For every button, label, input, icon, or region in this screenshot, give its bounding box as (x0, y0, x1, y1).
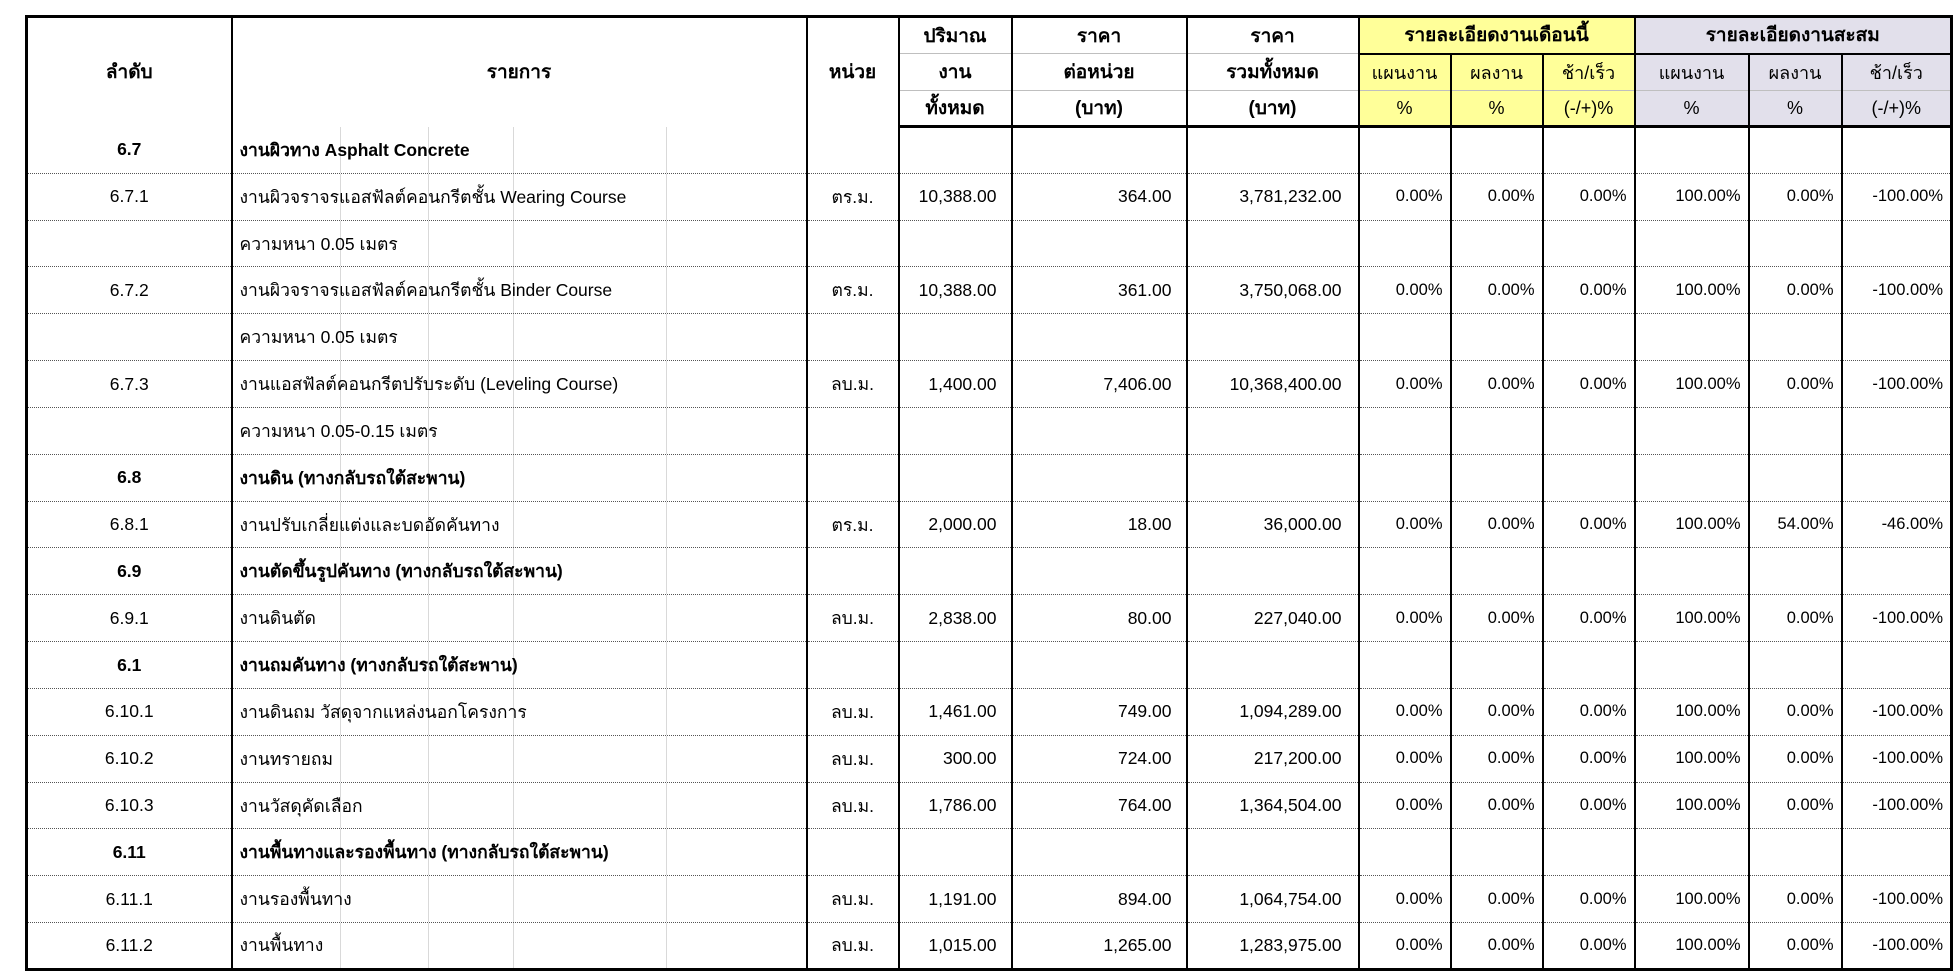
cell-m-actual: 0.00% (1451, 923, 1543, 970)
table-row (27, 876, 1952, 923)
cell-m-plan (1359, 127, 1451, 174)
cell-qty: 2,000.00 (899, 501, 1012, 548)
header-month-diff: ช้า/เร็ว (1543, 54, 1635, 91)
cell-unit (807, 548, 899, 595)
cell-c-actual (1749, 314, 1842, 361)
cell-item: งานผิวจราจรแอสฟัลต์คอนกรีตชั้น Binder Course (232, 267, 807, 314)
header-month-diff-pct: (-/+)% (1543, 91, 1635, 127)
cell-m-actual: 0.00% (1451, 688, 1543, 735)
cell-c-diff (1842, 548, 1952, 595)
cell-unit: ลบ.ม. (807, 688, 899, 735)
header-month-actual-pct: % (1451, 91, 1543, 127)
cell-item: ความหนา 0.05-0.15 เมตร (232, 407, 807, 454)
cell-c-actual: 0.00% (1749, 923, 1842, 970)
cell-no: 6.7.1 (27, 173, 232, 220)
cell-total: 1,094,289.00 (1187, 688, 1359, 735)
cell-m-plan (1359, 454, 1451, 501)
cell-c-diff: -100.00% (1842, 267, 1952, 314)
cell-total: 227,040.00 (1187, 595, 1359, 642)
table-row (27, 501, 1952, 548)
cell-no (27, 407, 232, 454)
cell-qty (899, 220, 1012, 267)
cell-item: งานทรายถม (232, 735, 807, 782)
cell-qty (899, 454, 1012, 501)
cell-m-plan (1359, 829, 1451, 876)
cell-no: 6.11 (27, 829, 232, 876)
table-row (27, 782, 1952, 829)
cell-total: 1,064,754.00 (1187, 876, 1359, 923)
cell-qty: 1,786.00 (899, 782, 1012, 829)
cell-qty: 1,461.00 (899, 688, 1012, 735)
cell-qty (899, 829, 1012, 876)
cell-m-actual (1451, 127, 1543, 174)
cell-c-actual: 0.00% (1749, 876, 1842, 923)
header-totalprice-line2: รวมทั้งหมด (1187, 54, 1359, 91)
cell-item: งานปรับเกลี่ยแต่งและบดอัดคันทาง (232, 501, 807, 548)
cell-unit-price: 764.00 (1012, 782, 1187, 829)
cell-c-diff: -100.00% (1842, 876, 1952, 923)
header-month-plan: แผนงาน (1359, 54, 1451, 91)
cell-total: 217,200.00 (1187, 735, 1359, 782)
section-row (27, 548, 1952, 595)
cell-m-diff (1543, 548, 1635, 595)
cell-unit-price (1012, 314, 1187, 361)
header-month-actual: ผลงาน (1451, 54, 1543, 91)
cell-m-actual: 0.00% (1451, 595, 1543, 642)
cell-item: งานแอสฟัลต์คอนกรีตปรับระดับ (Leveling Course) (232, 361, 807, 408)
cell-c-actual: 0.00% (1749, 688, 1842, 735)
cell-item: งานถมคันทาง (ทางกลับรถใต้สะพาน) (232, 642, 807, 689)
cell-unit-price (1012, 407, 1187, 454)
cell-unit (807, 454, 899, 501)
cell-c-diff: -100.00% (1842, 361, 1952, 408)
cell-m-plan (1359, 314, 1451, 361)
cell-c-diff (1842, 220, 1952, 267)
cell-m-diff (1543, 127, 1635, 174)
cell-m-diff (1543, 314, 1635, 361)
table-row (27, 361, 1952, 408)
cell-m-diff (1543, 220, 1635, 267)
cell-unit: ลบ.ม. (807, 595, 899, 642)
cell-c-diff: -46.00% (1842, 501, 1952, 548)
cell-m-plan: 0.00% (1359, 782, 1451, 829)
cell-unit: ตร.ม. (807, 267, 899, 314)
cell-no: 6.11.2 (27, 923, 232, 970)
cell-c-actual (1749, 454, 1842, 501)
cell-m-actual (1451, 548, 1543, 595)
cell-no: 6.7.3 (27, 361, 232, 408)
cell-c-actual (1749, 220, 1842, 267)
cell-unit-price: 364.00 (1012, 173, 1187, 220)
cell-c-plan: 100.00% (1635, 688, 1749, 735)
table-row (27, 314, 1952, 361)
cell-qty (899, 642, 1012, 689)
cell-c-actual: 0.00% (1749, 267, 1842, 314)
cell-c-actual: 0.00% (1749, 782, 1842, 829)
cell-unit (807, 407, 899, 454)
cell-m-plan: 0.00% (1359, 876, 1451, 923)
cell-unit: ลบ.ม. (807, 735, 899, 782)
cell-no: 6.7.2 (27, 267, 232, 314)
cell-c-plan (1635, 642, 1749, 689)
cell-m-diff (1543, 829, 1635, 876)
cell-unit: ลบ.ม. (807, 361, 899, 408)
cell-no: 6.10.3 (27, 782, 232, 829)
cell-m-plan (1359, 220, 1451, 267)
cell-c-actual (1749, 642, 1842, 689)
cell-no: 6.1 (27, 642, 232, 689)
cell-c-plan: 100.00% (1635, 501, 1749, 548)
cell-unit-price (1012, 127, 1187, 174)
cell-qty (899, 314, 1012, 361)
cell-total (1187, 548, 1359, 595)
cell-unit-price (1012, 454, 1187, 501)
header-qty-line2: งาน (899, 54, 1012, 91)
table-body (27, 127, 1952, 970)
cell-c-plan: 100.00% (1635, 595, 1749, 642)
cell-c-actual (1749, 548, 1842, 595)
cell-unit-price: 1,265.00 (1012, 923, 1187, 970)
cell-unit: ลบ.ม. (807, 782, 899, 829)
cell-total: 36,000.00 (1187, 501, 1359, 548)
cell-unit-price: 7,406.00 (1012, 361, 1187, 408)
cell-item: ความหนา 0.05 เมตร (232, 220, 807, 267)
cell-c-diff: -100.00% (1842, 595, 1952, 642)
header-cum-plan: แผนงาน (1635, 54, 1749, 91)
cell-qty (899, 407, 1012, 454)
header-cum-diff-pct: (-/+)% (1842, 91, 1952, 127)
cell-m-diff: 0.00% (1543, 782, 1635, 829)
cell-total (1187, 642, 1359, 689)
cell-c-plan: 100.00% (1635, 173, 1749, 220)
cell-unit: ลบ.ม. (807, 923, 899, 970)
header-qty-line3: ทั้งหมด (899, 91, 1012, 127)
cell-m-diff: 0.00% (1543, 361, 1635, 408)
cell-m-actual: 0.00% (1451, 876, 1543, 923)
cell-c-actual: 0.00% (1749, 361, 1842, 408)
cell-c-actual: 0.00% (1749, 735, 1842, 782)
cell-unit (807, 829, 899, 876)
header-cum-diff: ช้า/เร็ว (1842, 54, 1952, 91)
cell-m-actual (1451, 220, 1543, 267)
header-cum-actual: ผลงาน (1749, 54, 1842, 91)
table-row (27, 407, 1952, 454)
table-row (27, 220, 1952, 267)
cell-c-plan (1635, 220, 1749, 267)
cell-unit: ตร.ม. (807, 501, 899, 548)
cell-m-actual: 0.00% (1451, 173, 1543, 220)
cell-m-plan (1359, 548, 1451, 595)
cell-c-diff (1842, 454, 1952, 501)
cell-m-diff: 0.00% (1543, 501, 1635, 548)
header-totalprice-line1: ราคา (1187, 17, 1359, 54)
cell-item: งานดิน (ทางกลับรถใต้สะพาน) (232, 454, 807, 501)
cell-c-actual: 0.00% (1749, 595, 1842, 642)
cell-unit-price (1012, 220, 1187, 267)
cell-total (1187, 829, 1359, 876)
cell-c-plan: 100.00% (1635, 361, 1749, 408)
cell-item: งานดินถม วัสดุจากแหล่งนอกโครงการ (232, 688, 807, 735)
cell-c-actual: 54.00% (1749, 501, 1842, 548)
header-qty-line1: ปริมาณ (899, 17, 1012, 54)
cell-m-plan: 0.00% (1359, 923, 1451, 970)
cell-c-diff (1842, 127, 1952, 174)
header-group-month: รายละเอียดงานเดือนนี้ (1359, 17, 1635, 54)
cell-m-plan: 0.00% (1359, 688, 1451, 735)
cell-c-plan (1635, 407, 1749, 454)
cell-c-actual (1749, 407, 1842, 454)
cell-qty: 300.00 (899, 735, 1012, 782)
cell-total (1187, 220, 1359, 267)
cell-unit-price: 894.00 (1012, 876, 1187, 923)
cell-m-plan (1359, 642, 1451, 689)
cell-item: งานวัสดุคัดเลือก (232, 782, 807, 829)
section-row (27, 127, 1952, 174)
cell-c-plan (1635, 314, 1749, 361)
cell-m-actual (1451, 642, 1543, 689)
cell-m-actual: 0.00% (1451, 782, 1543, 829)
section-row (27, 642, 1952, 689)
cell-unit (807, 642, 899, 689)
cell-item: งานดินตัด (232, 595, 807, 642)
cell-c-plan: 100.00% (1635, 876, 1749, 923)
header-cum-actual-pct: % (1749, 91, 1842, 127)
cell-m-actual: 0.00% (1451, 267, 1543, 314)
cell-item: ความหนา 0.05 เมตร (232, 314, 807, 361)
cell-c-diff: -100.00% (1842, 735, 1952, 782)
cell-unit-price: 724.00 (1012, 735, 1187, 782)
cell-m-actual (1451, 454, 1543, 501)
cell-no: 6.8.1 (27, 501, 232, 548)
cell-unit-price: 361.00 (1012, 267, 1187, 314)
table-row (27, 173, 1952, 220)
cell-no: 6.9.1 (27, 595, 232, 642)
table-row (27, 595, 1952, 642)
cell-unit-price (1012, 548, 1187, 595)
cell-c-diff: -100.00% (1842, 923, 1952, 970)
cell-m-actual: 0.00% (1451, 501, 1543, 548)
cell-unit (807, 220, 899, 267)
cell-qty (899, 127, 1012, 174)
cell-qty: 10,388.00 (899, 267, 1012, 314)
cell-m-diff: 0.00% (1543, 688, 1635, 735)
cell-m-actual (1451, 829, 1543, 876)
cell-no: 6.10.1 (27, 688, 232, 735)
cell-c-diff: -100.00% (1842, 688, 1952, 735)
cell-m-plan: 0.00% (1359, 735, 1451, 782)
cell-no: 6.10.2 (27, 735, 232, 782)
cell-m-plan: 0.00% (1359, 501, 1451, 548)
cell-m-plan: 0.00% (1359, 361, 1451, 408)
cell-unit (807, 127, 899, 174)
section-row (27, 829, 1952, 876)
cell-m-diff: 0.00% (1543, 876, 1635, 923)
cell-c-plan: 100.00% (1635, 782, 1749, 829)
header-unitprice-line2: ต่อหน่วย (1012, 54, 1187, 91)
section-row (27, 454, 1952, 501)
cell-c-diff (1842, 407, 1952, 454)
cell-no: 6.9 (27, 548, 232, 595)
header-totalprice-line3: (บาท) (1187, 91, 1359, 127)
cell-total (1187, 314, 1359, 361)
cell-total (1187, 454, 1359, 501)
cell-unit: ลบ.ม. (807, 876, 899, 923)
cell-qty: 1,015.00 (899, 923, 1012, 970)
cell-item: งานรองพื้นทาง (232, 876, 807, 923)
cell-m-diff: 0.00% (1543, 595, 1635, 642)
cell-item: งานผิวจราจรแอสฟัลต์คอนกรีตชั้น Wearing Course (232, 173, 807, 220)
cell-m-plan: 0.00% (1359, 173, 1451, 220)
cell-m-diff (1543, 454, 1635, 501)
cell-total: 1,364,504.00 (1187, 782, 1359, 829)
cell-m-diff: 0.00% (1543, 735, 1635, 782)
cell-m-plan: 0.00% (1359, 595, 1451, 642)
cell-c-diff: -100.00% (1842, 782, 1952, 829)
cell-item: งานผิวทาง Asphalt Concrete (232, 127, 807, 174)
cell-total: 3,750,068.00 (1187, 267, 1359, 314)
cell-no: 6.8 (27, 454, 232, 501)
cell-no: 6.11.1 (27, 876, 232, 923)
cell-m-plan: 0.00% (1359, 267, 1451, 314)
cell-total (1187, 127, 1359, 174)
header-month-plan-pct: % (1359, 91, 1451, 127)
cell-m-diff (1543, 642, 1635, 689)
cell-c-diff (1842, 642, 1952, 689)
cell-m-plan (1359, 407, 1451, 454)
cell-qty: 2,838.00 (899, 595, 1012, 642)
header-unitprice-line3: (บาท) (1012, 91, 1187, 127)
header-unitprice-line1: ราคา (1012, 17, 1187, 54)
cell-unit-price: 18.00 (1012, 501, 1187, 548)
cell-c-diff (1842, 829, 1952, 876)
cell-unit-price: 749.00 (1012, 688, 1187, 735)
cell-c-diff (1842, 314, 1952, 361)
cell-c-actual (1749, 829, 1842, 876)
cell-c-plan (1635, 127, 1749, 174)
cell-m-actual (1451, 314, 1543, 361)
cell-unit: ตร.ม. (807, 173, 899, 220)
cell-no (27, 220, 232, 267)
cell-total (1187, 407, 1359, 454)
cell-qty: 10,388.00 (899, 173, 1012, 220)
cell-m-actual (1451, 407, 1543, 454)
table-row (27, 688, 1952, 735)
cell-no: 6.7 (27, 127, 232, 174)
table-row (27, 735, 1952, 782)
cell-item: งานพื้นทางและรองพื้นทาง (ทางกลับรถใต้สะพาน) (232, 829, 807, 876)
table-header (27, 17, 1952, 127)
cell-unit-price (1012, 829, 1187, 876)
cell-unit-price: 80.00 (1012, 595, 1187, 642)
cell-c-plan (1635, 454, 1749, 501)
cell-qty (899, 548, 1012, 595)
cell-m-diff: 0.00% (1543, 267, 1635, 314)
cell-c-actual (1749, 127, 1842, 174)
header-item: รายการ (232, 17, 807, 127)
cell-unit (807, 314, 899, 361)
cell-m-actual: 0.00% (1451, 735, 1543, 782)
cell-unit-price (1012, 642, 1187, 689)
header-cum-plan-pct: % (1635, 91, 1749, 127)
cell-m-actual: 0.00% (1451, 361, 1543, 408)
cell-c-actual: 0.00% (1749, 173, 1842, 220)
cell-total: 1,283,975.00 (1187, 923, 1359, 970)
header-no: ลำดับ (27, 17, 232, 127)
cell-m-diff (1543, 407, 1635, 454)
cell-m-diff: 0.00% (1543, 173, 1635, 220)
work-progress-table (25, 15, 1953, 971)
header-group-cumulative: รายละเอียดงานสะสม (1635, 17, 1952, 54)
cell-c-diff: -100.00% (1842, 173, 1952, 220)
cell-qty: 1,400.00 (899, 361, 1012, 408)
header-unit: หน่วย (807, 17, 899, 127)
cell-no (27, 314, 232, 361)
cell-c-plan: 100.00% (1635, 923, 1749, 970)
cell-c-plan (1635, 548, 1749, 595)
cell-total: 3,781,232.00 (1187, 173, 1359, 220)
cell-qty: 1,191.00 (899, 876, 1012, 923)
table-row (27, 923, 1952, 970)
table-row (27, 267, 1952, 314)
cell-total: 10,368,400.00 (1187, 361, 1359, 408)
cell-c-plan: 100.00% (1635, 267, 1749, 314)
cell-c-plan: 100.00% (1635, 735, 1749, 782)
cell-c-plan (1635, 829, 1749, 876)
cell-item: งานพื้นทาง (232, 923, 807, 970)
cell-item: งานตัดขึ้นรูปคันทาง (ทางกลับรถใต้สะพาน) (232, 548, 807, 595)
cell-m-diff: 0.00% (1543, 923, 1635, 970)
